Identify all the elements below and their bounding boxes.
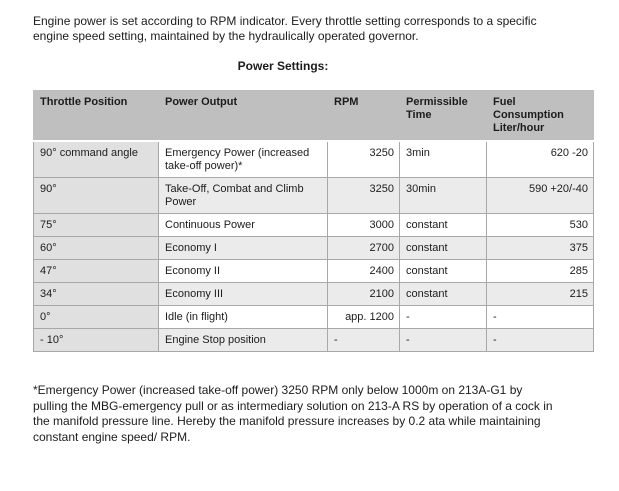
cell-power: Economy I [159,237,328,260]
cell-power: Emergency Power (increased take-off power)* [159,141,328,178]
cell-throttle: 47° [34,260,159,283]
cell-power: Engine Stop position [159,329,328,352]
power-settings-table [33,90,594,352]
cell-throttle: 75° [34,214,159,237]
cell-rpm: 2700 [328,237,400,260]
table-row [34,178,594,214]
cell-power: Economy III [159,283,328,306]
cell-power: Take-Off, Combat and Climb Power [159,178,328,214]
cell-time: constant [400,260,487,283]
intro-paragraph: Engine power is set according to RPM indicator. Every throttle setting corresponds to a specific engine speed setting, maintained by the hydraulically operated governor. [33,14,537,43]
cell-rpm: 3250 [328,178,400,214]
cell-throttle: 90° command angle [34,141,159,178]
cell-power: Continuous Power [159,214,328,237]
cell-throttle: 0° [34,306,159,329]
cell-throttle: 60° [34,237,159,260]
cell-time: constant [400,283,487,306]
cell-fuel: 620 -20 [487,141,594,178]
column-header-fuel: Fuel Consumption Liter/hour [487,91,594,142]
cell-rpm: 3000 [328,214,400,237]
table-row [34,141,594,178]
cell-rpm: 3250 [328,141,400,178]
table-row [34,306,594,329]
table-header [34,91,594,142]
table-row [34,214,594,237]
cell-fuel: - [487,306,594,329]
cell-fuel: - [487,329,594,352]
cell-time: 3min [400,141,487,178]
cell-rpm: 2400 [328,260,400,283]
table-body [34,141,594,352]
cell-fuel: 530 [487,214,594,237]
table-row [34,237,594,260]
cell-fuel: 215 [487,283,594,306]
cell-fuel: 590 +20/-40 [487,178,594,214]
cell-fuel: 285 [487,260,594,283]
cell-power: Economy II [159,260,328,283]
section-title: Power Settings: [237,59,329,73]
cell-power: Idle (in flight) [159,306,328,329]
table-row [34,329,594,352]
cell-time: constant [400,214,487,237]
table-row [34,283,594,306]
footnote-paragraph: *Emergency Power (increased take-off power) 3250 RPM only below 1000m on 213A-G1 by pulling the MBG-emergency pull or as intermediary solution on 213-A RS by operation of a cock in the manifold pressure line. Hereby the manifold pressure increases by 0.2 ata while maintaining constant engine speed/ RPM. [33,383,553,444]
cell-time: - [400,306,487,329]
cell-rpm: 2100 [328,283,400,306]
cell-throttle: - 10° [34,329,159,352]
cell-rpm: - [328,329,400,352]
cell-throttle: 90° [34,178,159,214]
column-header-throttle: Throttle Position [34,91,159,142]
cell-fuel: 375 [487,237,594,260]
cell-time: - [400,329,487,352]
column-header-time: Permissible Time [400,91,487,142]
column-header-power: Power Output [159,91,328,142]
column-header-rpm: RPM [328,91,400,142]
cell-time: 30min [400,178,487,214]
table-row [34,260,594,283]
cell-time: constant [400,237,487,260]
cell-throttle: 34° [34,283,159,306]
cell-rpm: app. 1200 [328,306,400,329]
table-header-row [34,91,594,142]
